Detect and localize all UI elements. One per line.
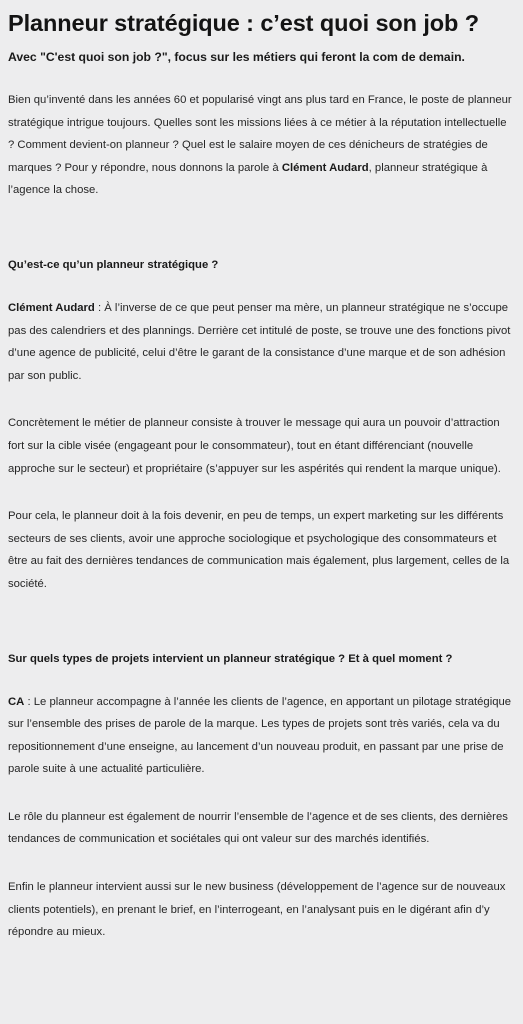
intro-text: Bien qu’inventé dans les années 60 et popularisé vingt ans plus tard en France, le poste de planneur stratégique intrigue toujours. Quelles sont les missions liées à ce métier à la réputation intellectuelle ? Comment devient-on planneur ? Quel est le salaire moyen de ces dénicheurs de stratégies de marques ? Pour y répondre, nous donnons la parole à bbox=[8, 94, 512, 174]
spacer bbox=[8, 274, 515, 297]
section-heading-1: Qu’est-ce qu’un planneur stratégique ? bbox=[8, 258, 219, 271]
article-lead: Avec "C'est quoi son job ?", focus sur les métiers qui feront la com de demain. bbox=[8, 50, 465, 64]
interviewee-name: Clément Audard bbox=[281, 161, 369, 174]
speaker-initials: CA bbox=[8, 695, 25, 708]
intro-text-end: , planneur stratégique à l’agence la chose. bbox=[8, 161, 488, 197]
spacer bbox=[8, 781, 515, 806]
page-title: Planneur stratégique : c’est quoi son job ? bbox=[8, 10, 479, 36]
section2-paragraph-1 bbox=[8, 691, 515, 781]
intro-paragraph bbox=[8, 89, 515, 202]
section1-paragraph-2: Concrètement le métier de planneur consiste à trouver le message qui aura un pouvoir d’attraction fort sur la cible visée (engageant pour le consommateur), tout en étant différenciant (nouvelle approche sur le secteur) et propriétaire (s’appuyer sur les aspérités qui rendent la marque unique). bbox=[8, 417, 501, 475]
speaker-name: Clément Audard bbox=[8, 301, 95, 314]
spacer bbox=[8, 668, 515, 691]
section-heading-2: Sur quels types de projets intervient un planneur stratégique ? Et à quel moment ? bbox=[8, 652, 453, 665]
answer-text: : Le planneur accompagne à l’année les clients de l’agence, en apportant un pilotage stratégique sur l’ensemble des prises de parole de la marque. Les types de projets sont très variés, cela va du repositionnement d’une enseigne, au lancement d’un nouveau produit, en passant par une prise de parole suite à une actualité particulière. bbox=[8, 695, 512, 776]
section1-paragraph-1 bbox=[8, 297, 515, 387]
spacer bbox=[8, 596, 515, 650]
spacer bbox=[8, 851, 515, 876]
section2-paragraph-3: Enfin le planneur intervient aussi sur le new business (développement de l’agence sur de nouveaux clients potentiels), en prenant le brief, en l’interrogeant, en l’analysant puis en le digérant afin d’y répondre au mieux. bbox=[8, 881, 506, 939]
section2-paragraph-2: Le rôle du planneur est également de nourrir l’ensemble de l’agence et de ses clients, des dernières tendances de communication et sociétales qui ont valeur sur des marchés identifiés. bbox=[8, 810, 508, 846]
spacer bbox=[8, 480, 515, 505]
section1-paragraph-3: Pour cela, le planneur doit à la fois devenir, en peu de temps, un expert marketing sur les différents secteurs de ses clients, avoir une approche sociologique et psychologique des consommateurs et être au fait des dernières tendances de communication mais également, plus largement, celles de la société. bbox=[8, 510, 510, 590]
spacer bbox=[8, 387, 515, 412]
spacer bbox=[8, 202, 515, 256]
answer-text: : À l’inverse de ce que peut penser ma mère, un planneur stratégique ne s’occupe pas des calendriers et des plannings. Derrière cet intitulé de poste, se trouve une des fonctions pivot d’une agence de publicité, celui d’être le garant de la consistance d’une marque et de son adhésion par son public. bbox=[8, 301, 511, 382]
